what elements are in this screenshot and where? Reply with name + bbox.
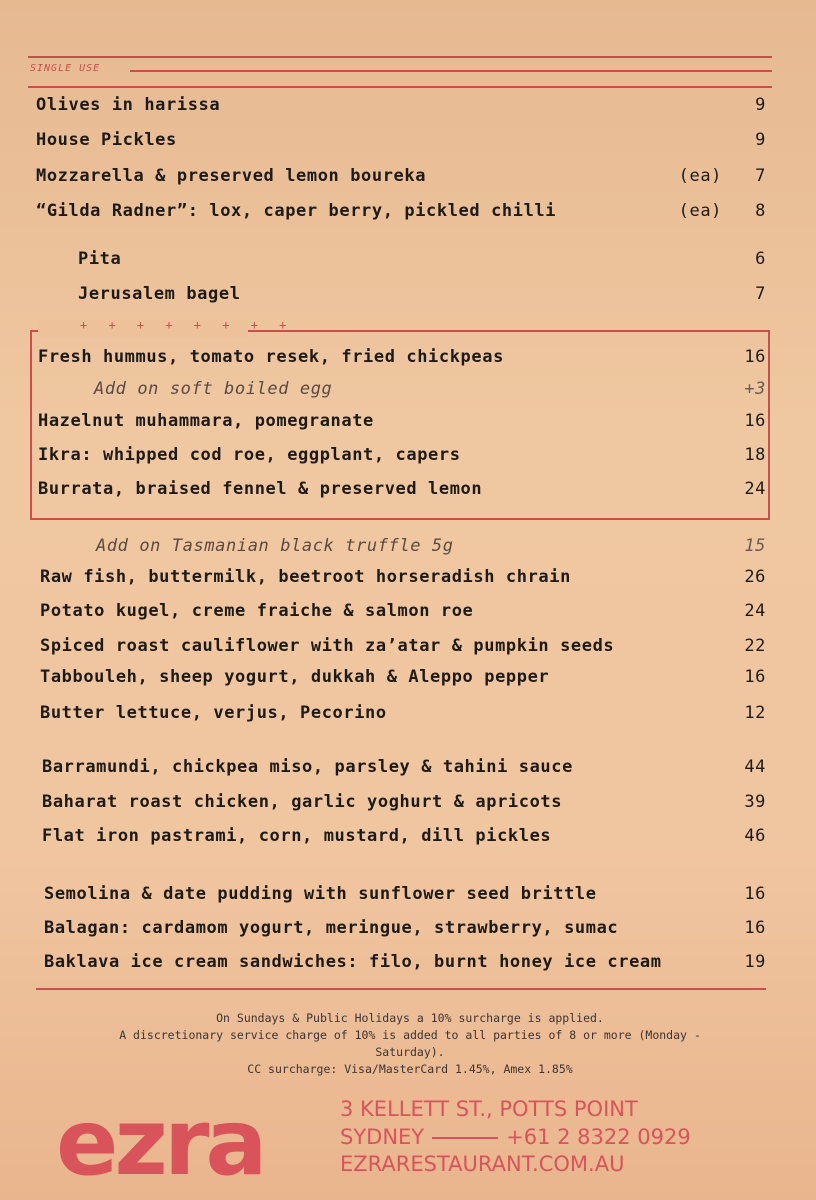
menu-item-name: Ikra: whipped cod roe, eggplant, capers	[38, 445, 461, 465]
menu-item-price: 9	[755, 95, 766, 115]
menu-item-name: Fresh hummus, tomato resek, fried chickpeas	[38, 347, 504, 367]
menu-item-each-label: (ea)	[678, 201, 722, 221]
menu-item-price: 22	[744, 636, 766, 656]
section-tag: SINGLE USE	[30, 63, 101, 74]
menu-item-price: 44	[744, 757, 766, 777]
menu-item-name: Jerusalem bagel	[78, 284, 241, 304]
menu-item-name: “Gilda Radner”: lox, caper berry, pickled chilli	[36, 201, 557, 221]
menu-item-price: 16	[744, 918, 766, 938]
menu-item-name: Raw fish, buttermilk, beetroot horseradish chrain	[40, 567, 571, 587]
menu-item-name: House Pickles	[36, 130, 177, 150]
menu-item-name: Hazelnut muhammara, pomegranate	[38, 411, 374, 431]
website: EZRARESTAURANT.COM.AU	[340, 1152, 625, 1176]
addon-price: 15	[744, 536, 766, 556]
menu-item-name: Baklava ice cream sandwiches: filo, burnt honey ice cream	[44, 952, 662, 972]
address: 3 KELLETT ST., POTTS POINT	[340, 1097, 638, 1121]
menu-item-name: Pita	[78, 249, 122, 269]
menu-item-price: 16	[744, 347, 766, 367]
cc-surcharge-note: CC surcharge: Visa/MasterCard 1.45%, Amex 1.85%	[247, 1062, 573, 1076]
menu-item-price: 7	[755, 166, 766, 186]
divider-line	[432, 1137, 498, 1139]
ezra-logo: ezra	[56, 1089, 264, 1196]
menu-item-price: 16	[744, 667, 766, 687]
service-charge-note-cont: Saturday).	[375, 1045, 445, 1059]
service-charge-note: A discretionary service charge of 10% is added to all parties of 8 or more (Monday -	[119, 1028, 701, 1042]
menu-item-price: 8	[755, 201, 766, 221]
header-bottom-rule	[28, 86, 772, 88]
surcharge-note: On Sundays & Public Holidays a 10% surcharge is applied.	[216, 1011, 604, 1025]
menu-item-name: Balagan: cardamom yogurt, meringue, strawberry, sumac	[44, 918, 619, 938]
menu-item-price: 18	[744, 445, 766, 465]
menu-item-price: 24	[744, 479, 766, 499]
menu-item-name: Barramundi, chickpea miso, parsley & tahini sauce	[42, 757, 573, 777]
menu-item-name: Potato kugel, creme fraiche & salmon roe	[40, 601, 474, 621]
section-tag-rule	[130, 70, 772, 72]
menu-item-price: 46	[744, 826, 766, 846]
menu-item-price: 12	[744, 703, 766, 723]
menu-item-price: 26	[744, 567, 766, 587]
addon-name: Add on soft boiled egg	[94, 379, 333, 399]
menu-item-name: Baharat roast chicken, garlic yoghurt & apricots	[42, 792, 563, 812]
top-rule	[28, 56, 772, 58]
addon-price: +3	[744, 379, 766, 399]
menu-item-price: 7	[755, 284, 766, 304]
menu-item-price: 16	[744, 411, 766, 431]
footer-rule	[36, 988, 766, 990]
menu-item-name: Butter lettuce, verjus, Pecorino	[40, 703, 387, 723]
box-marks: + + + + + + + +	[80, 318, 294, 332]
menu-item-price: 39	[744, 792, 766, 812]
menu-item-price: 16	[744, 884, 766, 904]
menu-item-price: 9	[755, 130, 766, 150]
phone: +61 2 8322 0929	[506, 1125, 691, 1149]
menu-item-name: Spiced roast cauliflower with za’atar & pumpkin seeds	[40, 636, 615, 656]
menu-item-price: 19	[744, 952, 766, 972]
addon-name: Add on Tasmanian black truffle 5g	[96, 536, 454, 556]
menu-item-price: 24	[744, 601, 766, 621]
menu-item-name: Burrata, braised fennel & preserved lemon	[38, 479, 483, 499]
menu-item-name: Olives in harissa	[36, 95, 221, 115]
city: SYDNEY	[340, 1125, 425, 1149]
menu-item-price: 6	[755, 249, 766, 269]
menu-item-name: Semolina & date pudding with sunflower seed brittle	[44, 884, 597, 904]
menu-item-name: Flat iron pastrami, corn, mustard, dill pickles	[42, 826, 552, 846]
menu-item-name: Mozzarella & preserved lemon boureka	[36, 166, 427, 186]
city-phone	[340, 1125, 691, 1149]
menu-item-each-label: (ea)	[678, 166, 722, 186]
menu-item-name: Tabbouleh, sheep yogurt, dukkah & Aleppo pepper	[40, 667, 550, 687]
